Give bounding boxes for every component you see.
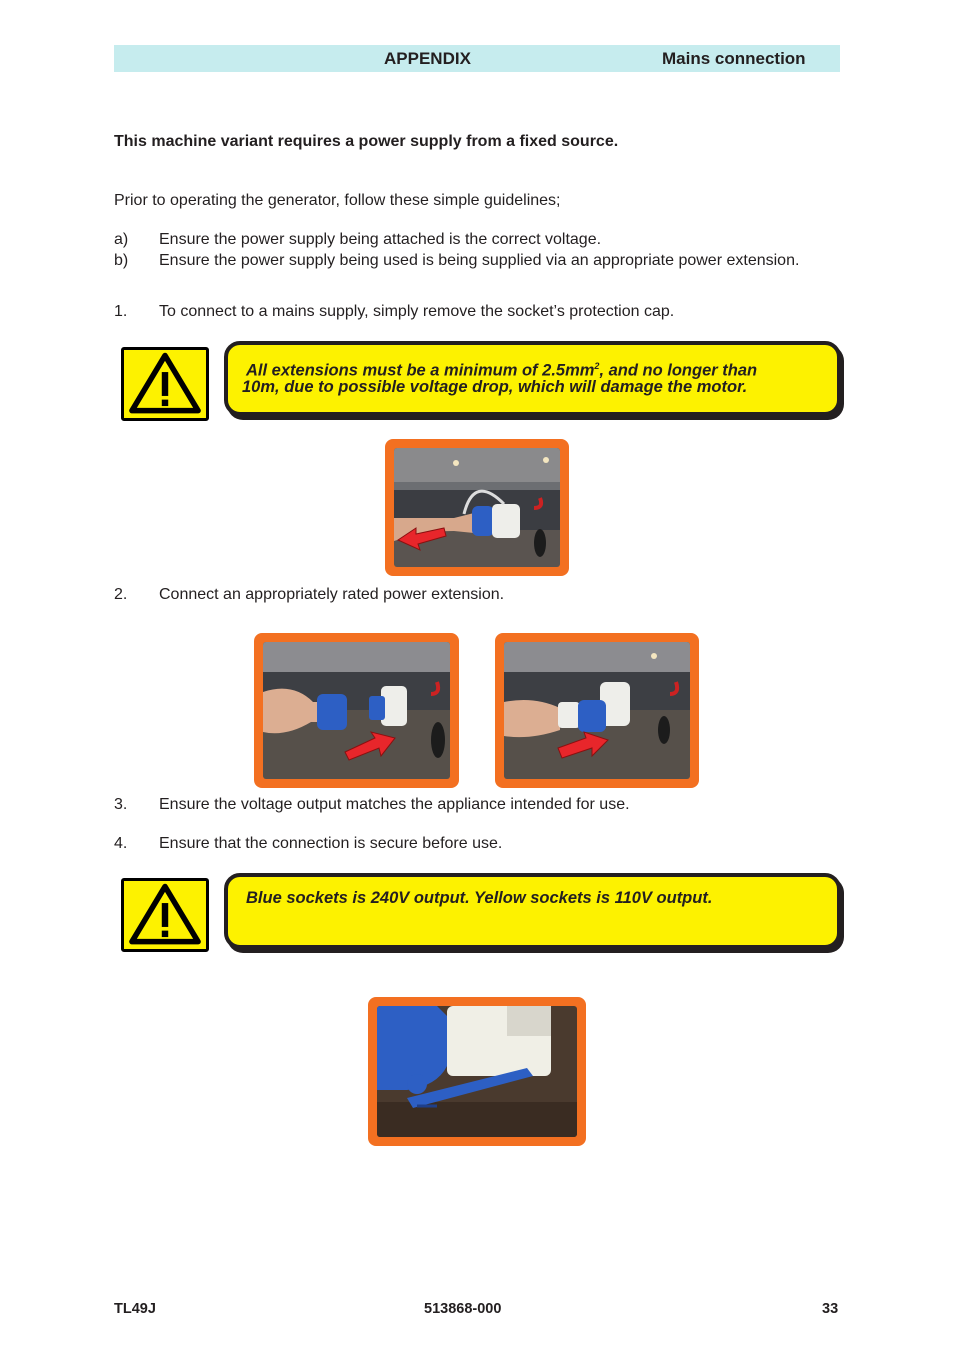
photo-connect-extension-right bbox=[495, 633, 699, 788]
step-text-2: Connect an appropriately rated power extension. bbox=[159, 586, 505, 603]
warning-text-socket-voltage: Blue sockets is 240V output. Yellow sockets is 110V output. bbox=[246, 889, 713, 907]
header-section-title: APPENDIX bbox=[384, 49, 471, 68]
warning-box-socket-voltage bbox=[224, 873, 841, 949]
step-label-1: 1. bbox=[114, 303, 128, 320]
warning-text-line-2: 10m, due to possible voltage drop, which will damage the motor. bbox=[242, 378, 748, 396]
step-label-4: 4. bbox=[114, 835, 128, 852]
intro-statement: This machine variant requires a power supply from a fixed source. bbox=[114, 133, 619, 150]
checklist-text-b: Ensure the power supply being used is being supplied via an appropriate power extension. bbox=[159, 252, 800, 269]
warning-text-line-1: All extensions must be a minimum of $2.5mm^2$, and no longer than bbox=[246, 361, 758, 380]
footer-model: TL49J bbox=[114, 1301, 156, 1317]
footer-page-number: 33 bbox=[822, 1301, 839, 1317]
step-label-3: 3. bbox=[114, 796, 128, 813]
footer-part-number: 513868-000 bbox=[424, 1301, 502, 1317]
step-label-2: 2. bbox=[114, 586, 128, 603]
photo-socket-closeup bbox=[368, 997, 586, 1146]
step-text-1: To connect to a mains supply, simply remove the socket’s protection cap. bbox=[159, 303, 675, 320]
step-text-4: Ensure that the connection is secure before use. bbox=[159, 835, 503, 852]
warning-triangle-icon bbox=[121, 878, 209, 952]
checklist-label-b: b) bbox=[114, 252, 129, 269]
photo-remove-protection-cap bbox=[385, 439, 569, 576]
photo-connect-extension-left bbox=[254, 633, 459, 788]
checklist-label-a: a) bbox=[114, 231, 129, 248]
guidelines-intro: Prior to operating the generator, follow these simple guidelines; bbox=[114, 192, 561, 209]
warning-triangle-icon bbox=[121, 347, 209, 421]
checklist-text-a: Ensure the power supply being attached is the correct voltage. bbox=[159, 231, 602, 248]
warning-box-extensions bbox=[224, 341, 841, 416]
header-topic-title: Mains connection bbox=[662, 49, 806, 68]
step-text-3: Ensure the voltage output matches the appliance intended for use. bbox=[159, 796, 630, 813]
